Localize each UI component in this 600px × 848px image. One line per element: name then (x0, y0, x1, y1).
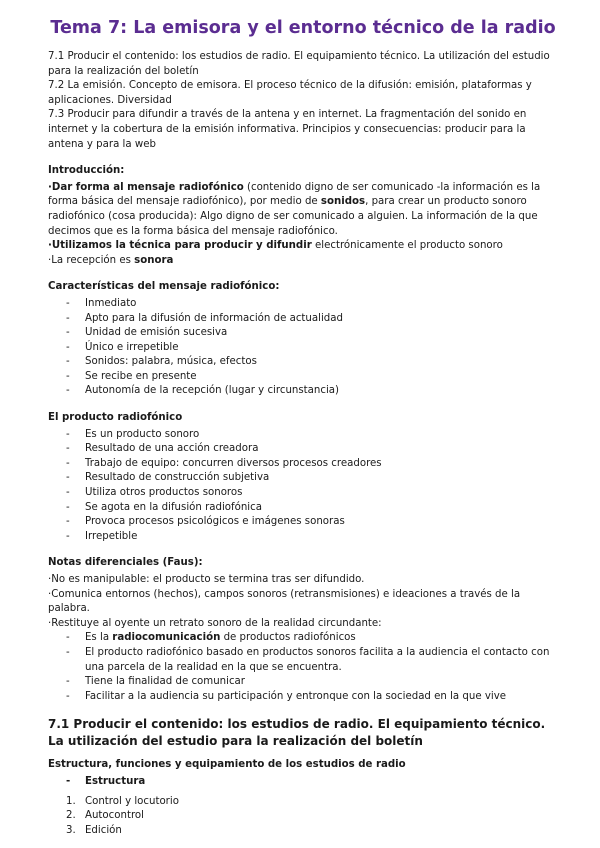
list-item: - Es un producto sonoro (66, 428, 200, 440)
list-item: - Irrepetible (66, 530, 138, 542)
intro-paragraph-3: ·La recepción es sonora (48, 254, 174, 266)
list-item: - Es la radiocomunicación de productos radiofónicos (66, 632, 356, 644)
notes-line-2: ·Comunica entornos (hechos), campos sonoros (retransmisiones) e ideaciones a través de la palabra. (48, 588, 521, 615)
list-item: - Tiene la finalidad de comunicar (66, 676, 245, 688)
index-item-7-1: 7.1 Producir el contenido: los estudios de radio. El equipamiento técnico. La utilización del estudio para la realización del boletín (48, 51, 550, 77)
list-item: - Provoca procesos psicológicos e imágenes sonoras (66, 516, 345, 528)
section-7-1-subheading: Estructura, funciones y equipamiento de los estudios de radio (48, 759, 406, 771)
list-item: 1. Control y locutorio (66, 795, 179, 807)
intro-section (48, 164, 558, 268)
product-list (48, 428, 558, 545)
list-item: - Inmediato (66, 297, 137, 309)
list-item: - Sonidos: palabra, música, efectos (66, 356, 257, 368)
intro-heading: Introducción: (48, 165, 125, 177)
notes-line-3: ·Restituye al oyente un retrato sonoro de la realidad circundante: (48, 617, 382, 629)
list-item: - Facilitar a la audiencia su participación y entronque con la sociedad en la que vive (66, 690, 506, 702)
characteristics-section (48, 280, 558, 399)
structure-list (48, 775, 558, 790)
intro-paragraph-1: ·Dar forma al mensaje radiofónico (contenido digno de ser comunicado -la información es la forma básica del mensaje radiofónico), por medio de sonidos, para crear un producto sonoro radiofónico (cosa producida): Algo digno de ser comunicado a alguien. La información de la que decimos que es la forma básica del mensaje radiofónico. (48, 181, 541, 237)
notes-line-1: ·No es manipulable: el producto se termina tras ser difundido. (48, 574, 365, 585)
topic-index (48, 50, 558, 152)
page-title: Tema 7: La emisora y el entorno técnico de la radio (50, 18, 556, 38)
list-item: - Autonomía de la recepción (lugar y circunstancia) (66, 385, 340, 397)
list-item: - Resultado de una acción creadora (66, 443, 259, 455)
notes-sublist (48, 631, 558, 704)
list-item: - Apto para la difusión de información de actualidad (66, 312, 343, 324)
structure-numbered-list (48, 795, 558, 839)
list-item: - Se recibe en presente (66, 370, 197, 382)
index-item-7-2: 7.2 La emisión. Concepto de emisora. El proceso técnico de la difusión: emisión, plataformas y aplicaciones. Diversidad (48, 80, 532, 106)
characteristics-heading: Características del mensaje radiofónico: (48, 281, 280, 293)
product-section (48, 411, 558, 544)
list-item: - El producto radiofónico basado en productos sonoros facilita a la audiencia el contacto con una parcela de la realidad en la que se encuentra. (66, 646, 550, 673)
list-item: - Resultado de construcción subjetiva (66, 472, 270, 484)
index-item-7-3: 7.3 Producir para difundir a través de la antena y en internet. La fragmentación del sonido en internet y la cobertura de la emisión informativa. Principios y consecuencias: producir para la antena y para la web (48, 109, 527, 150)
list-item: 2. Autocontrol (66, 810, 144, 822)
list-item: - Único e irrepetible (66, 341, 179, 353)
list-item: 3. Edición (66, 824, 122, 836)
list-item: - Estructura (66, 775, 146, 787)
section-7-1 (48, 716, 558, 838)
product-heading: El producto radiofónico (48, 412, 183, 424)
notes-heading: Notas diferenciales (Faus): (48, 557, 203, 569)
list-item: - Unidad de emisión sucesiva (66, 327, 228, 339)
characteristics-list (48, 297, 558, 399)
list-item: - Utiliza otros productos sonoros (66, 487, 243, 499)
list-item: - Se agota en la difusión radiofónica (66, 501, 262, 513)
notes-section (48, 556, 558, 704)
section-7-1-heading: 7.1 Producir el contenido: los estudios de radio. El equipamiento técnico. La utilización del estudio para la realización del boletín (48, 717, 546, 749)
list-item: - Trabajo de equipo: concurren diversos procesos creadores (66, 457, 382, 469)
intro-paragraph-2: ·Utilizamos la técnica para producir y difundir electrónicamente el producto sonoro (48, 240, 503, 252)
